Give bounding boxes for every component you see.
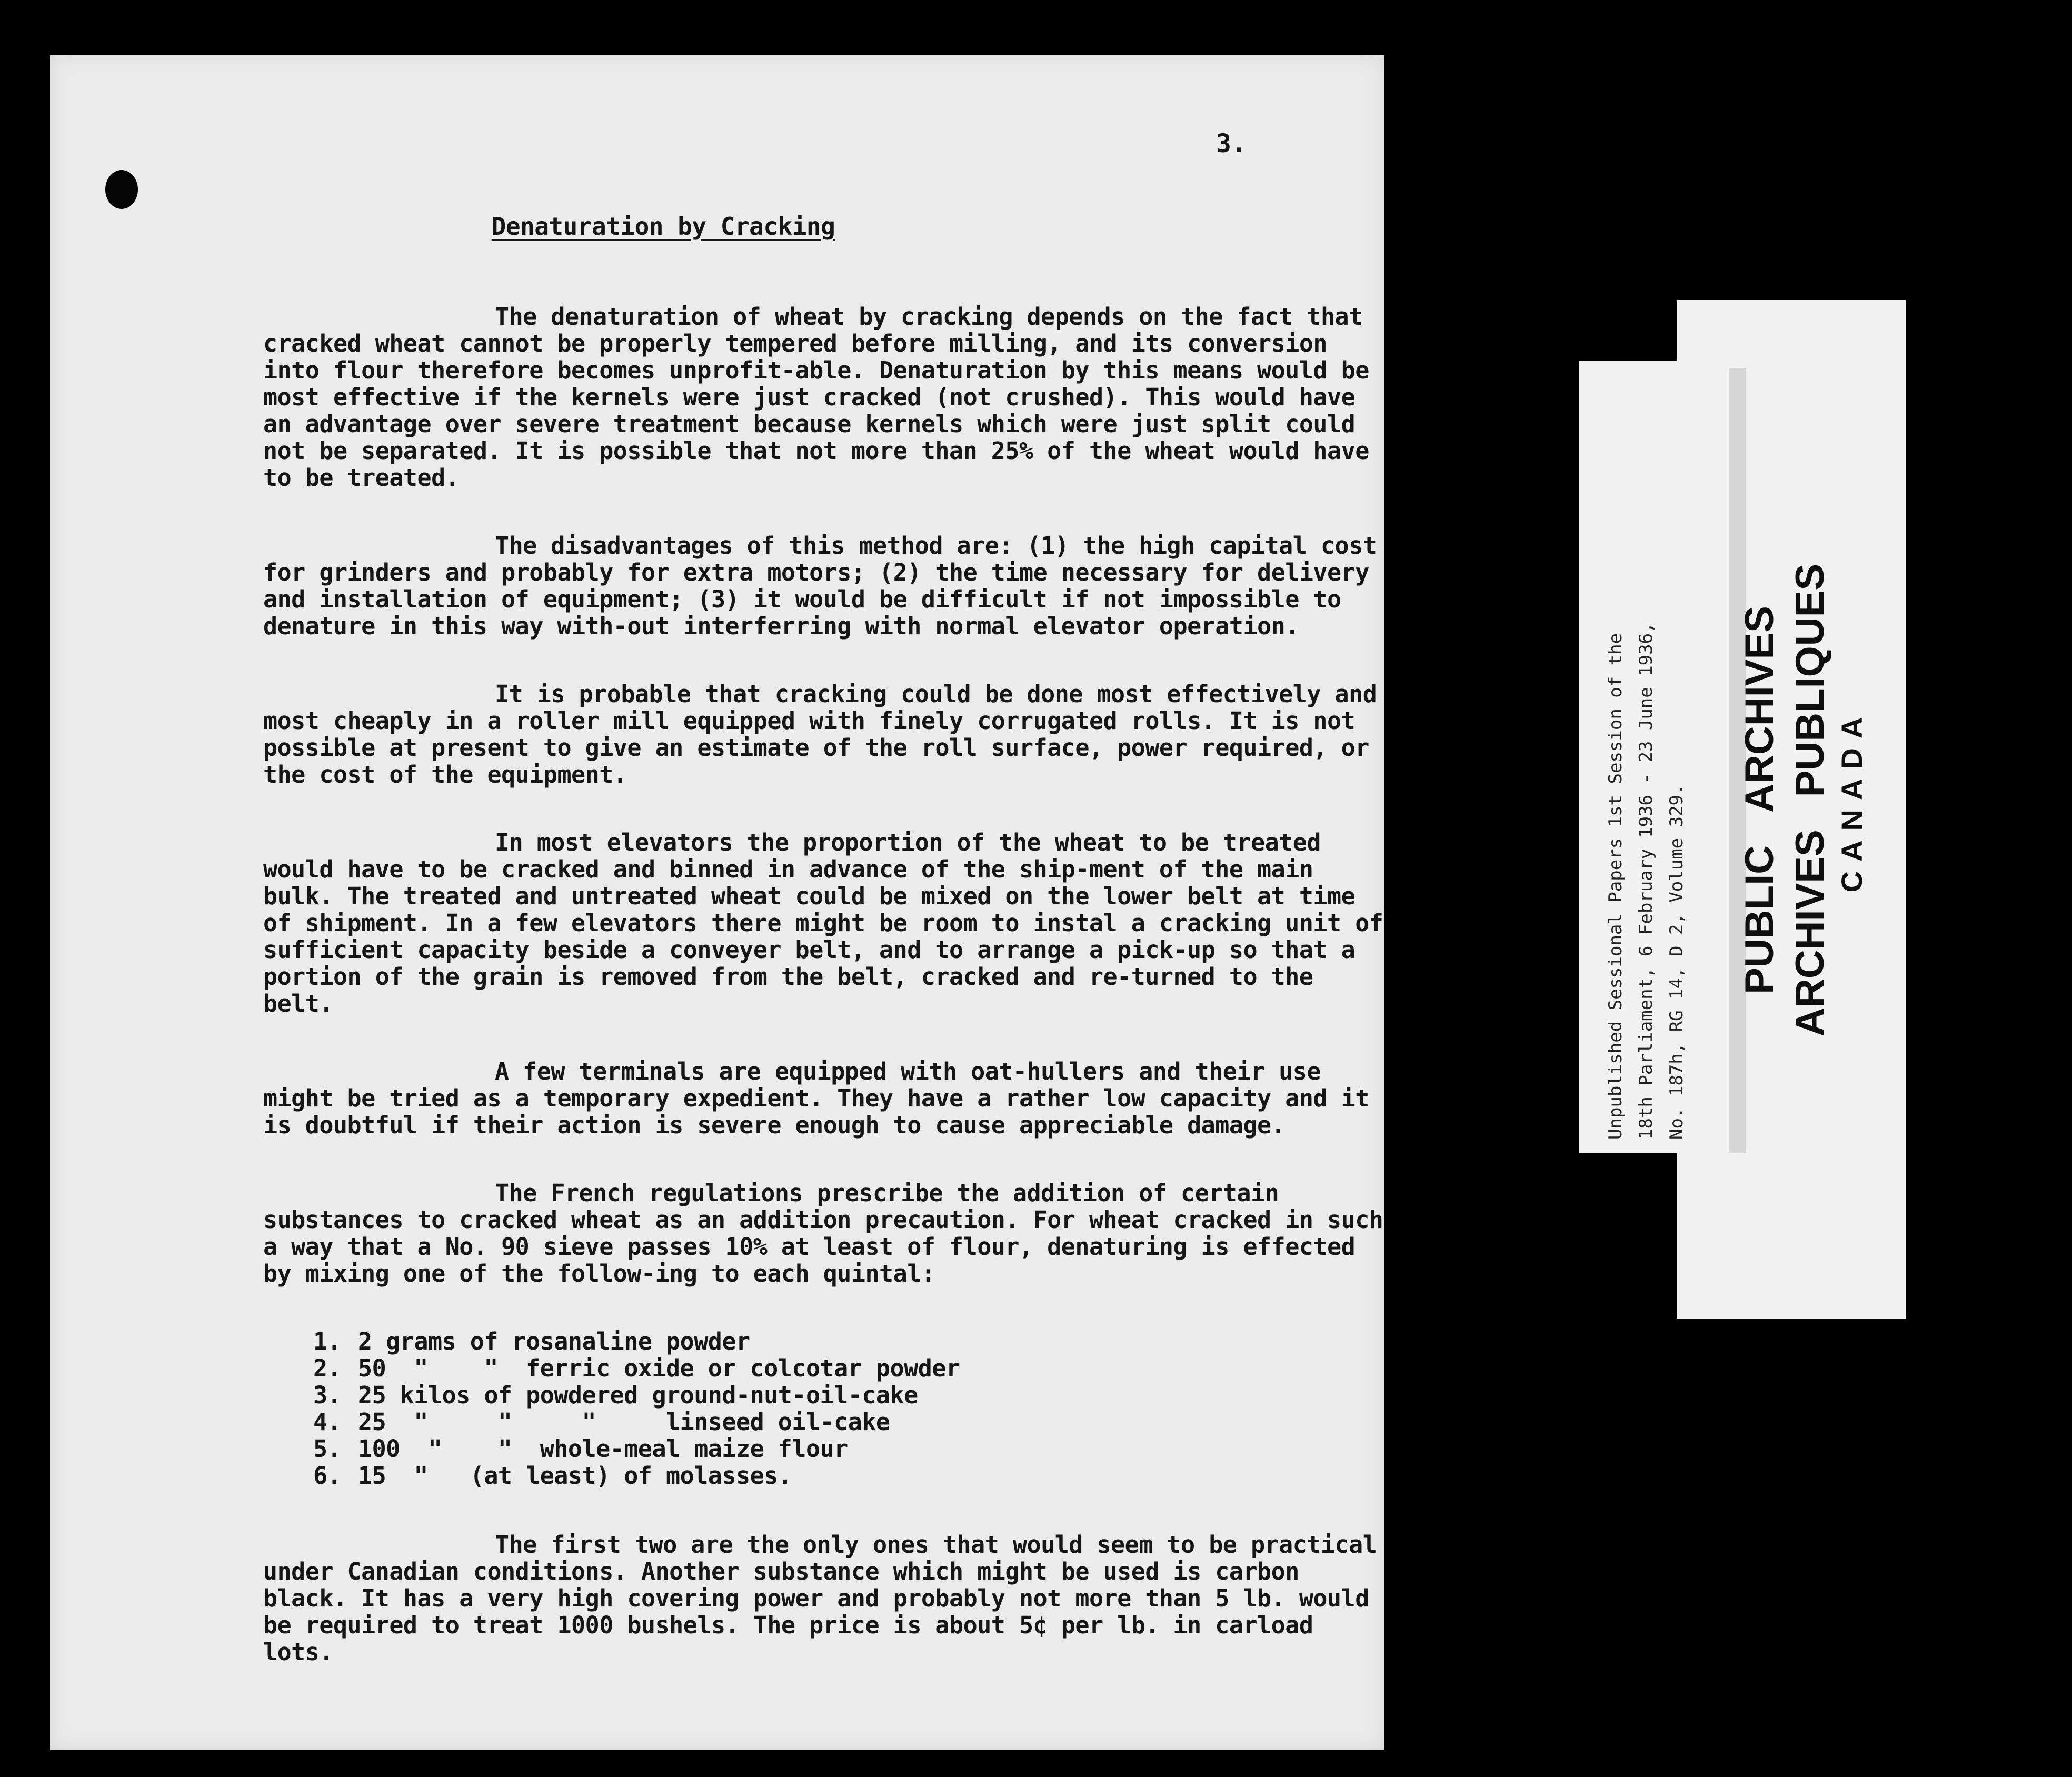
paragraph-5: A few terminals are equipped with oat-hullers and their use might be tried as a temporary expedient. They have a rather low capacity and it is doubtful if their action is severe enough to cause appreciable damage. [263, 1057, 1369, 1139]
closing-paragraph: The first two are the only ones that would seem to be practical under Canadian conditions. Another substance which might be used is carbon black. It has a very high covering power and probably not more than 5 lb. would be required to treat 1000 bushels. The price is about 5¢ per lb. in carload lots. [263, 1531, 1377, 1666]
list-text: 50 " " ferric oxide or colcotar powder [358, 1354, 960, 1382]
list-item [313, 1328, 1411, 1355]
list-text: 2 grams of rosanaline powder [358, 1327, 750, 1355]
document-page [50, 55, 1384, 1750]
citation-line: 18th Parliament, 6 February 1936 - 23 June 1936, [1636, 622, 1657, 1140]
list-number: 4. [313, 1408, 342, 1436]
list-item [313, 1462, 1411, 1489]
list-number: 2. [313, 1354, 342, 1382]
paragraph-4: In most elevators the proportion of the wheat to be treated would have to be cracked and binned in advance of the ship-ment of the main bulk. The treated and untreated wheat could be mixed on the lower belt at time of shipment. In a few elevators there might be room to instal a cracking unit of sufficient capacity beside a conveyer belt, and to arrange a pick-up so that a portion of the grain is removed from the belt, cracked and re-turned to the belt. [263, 828, 1383, 1017]
paragraph-2: The disadvantages of this method are: (1) the high capital cost for grinders and probably for extra motors; (2) the time necessary for delivery and installation of equipment; (3) it would be difficult if not impossible to denature in this way with-out interferring with normal elevator operation. [263, 532, 1377, 640]
stamp-word: PUBLIC [1737, 845, 1782, 994]
denaturant-list [263, 1328, 1411, 1489]
typed-text-body [263, 213, 1411, 1665]
stamp-word: PUBLIQUES [1788, 563, 1832, 797]
list-item [313, 1355, 1411, 1382]
list-item [313, 1382, 1411, 1409]
stamp-line-english [1735, 521, 1785, 1079]
list-number: 6. [313, 1462, 342, 1490]
archive-citation [1600, 453, 1706, 1140]
list-number: 5. [313, 1435, 342, 1463]
paragraph-1: The denaturation of wheat by cracking depends on the fact that cracked wheat cannot be properly tempered before milling, and its conversion into flour therefore becomes unprofit-able. Denaturation by this means would be most effective if the kernels were just cracked (not crushed). This would have an advantage over severe treatment because kernels which were just split could not be separated. It is possible that not more than 25% of the wheat would have to be treated. [263, 303, 1369, 492]
list-number: 3. [313, 1381, 342, 1409]
list-item [313, 1409, 1411, 1435]
list-text: 100 " " whole-meal maize flour [358, 1435, 848, 1463]
page-number: 3. [1216, 129, 1247, 158]
stamp-word: ARCHIVES [1737, 606, 1782, 813]
list-text: 25 " " " linseed oil-cake [358, 1408, 890, 1436]
punch-hole [105, 170, 138, 209]
list-text: 15 " (at least) of molasses. [358, 1462, 792, 1490]
paragraph-3: It is probable that cracking could be done most effectively and most cheaply in a roller mill equipped with finely corrugated rolls. It is not possible at present to give an estimate of the roll surface, power required, or the cost of the equipment. [263, 680, 1377, 788]
stamp-line-french [1785, 521, 1836, 1079]
list-item [313, 1435, 1411, 1462]
archives-stamp [1735, 521, 1871, 1079]
citation-line: Unpublished Sessional Papers 1st Session of the [1605, 633, 1626, 1140]
citation-line: No. 187h, RG 14, D 2, Volume 329. [1666, 784, 1687, 1140]
stamp-word: ARCHIVES [1788, 830, 1832, 1037]
stamp-country: CANADA [1835, 707, 1868, 893]
list-text: 25 kilos of powdered ground-nut-oil-cake [358, 1381, 918, 1409]
paragraph-6: The French regulations prescribe the addition of certain substances to cracked wheat as an addition precaution. For wheat cracked in such a way that a No. 90 sieve passes 10% at least of flour, denaturing is effected by mixing one of the follow-ing to each quintal: [263, 1179, 1383, 1287]
document-title: Denaturation by Cracking [491, 212, 835, 241]
list-number: 1. [313, 1327, 342, 1355]
